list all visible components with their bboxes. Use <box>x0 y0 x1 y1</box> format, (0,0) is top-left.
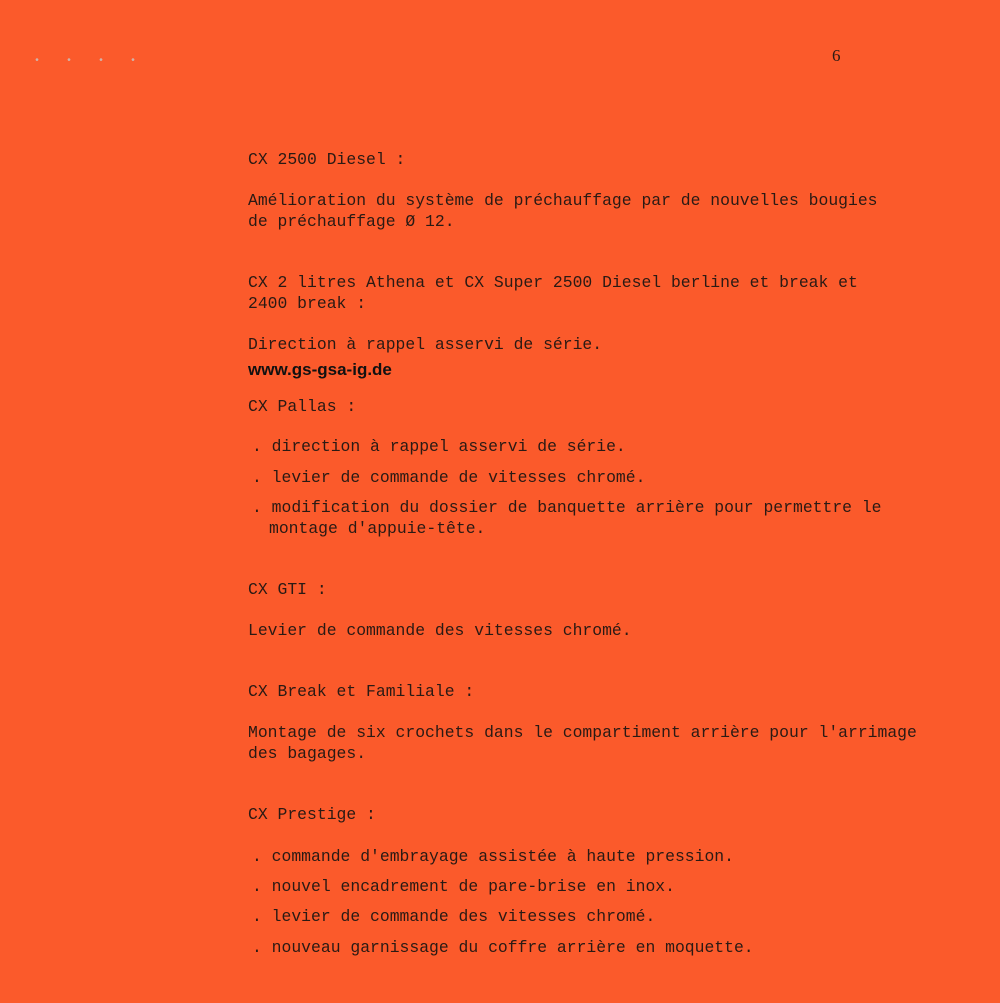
website-watermark: www.gs-gsa-ig.de <box>248 360 392 379</box>
heading-cx-break-familiale: CX Break et Familiale : <box>248 682 475 701</box>
heading-cx-prestige: CX Prestige : <box>248 805 376 824</box>
heading-cx-2500-diesel: CX 2500 Diesel : <box>248 150 406 169</box>
heading-cx-gti: CX GTI : <box>248 580 327 599</box>
bullet-item: . nouveau garnissage du coffre arrière en moquette. <box>252 938 754 957</box>
punch-hole-marks: • • • • <box>34 56 147 67</box>
paragraph-line: Levier de commande des vitesses chromé. <box>248 621 632 640</box>
bullet-item: . nouvel encadrement de pare-brise en inox. <box>252 877 675 896</box>
paragraph-line: de préchauffage Ø 12. <box>248 212 455 231</box>
bullet-item: . levier de commande des vitesses chromé. <box>252 907 656 926</box>
bullet-item-continuation: montage d'appuie-tête. <box>269 519 486 538</box>
paragraph-line: des bagages. <box>248 744 367 763</box>
paragraph-line: Amélioration du système de préchauffage par de nouvelles bougies <box>248 191 878 210</box>
bullet-item: . direction à rappel asservi de série. <box>252 437 626 456</box>
page-number: 6 <box>832 46 841 65</box>
heading-cx-pallas: CX Pallas : <box>248 397 357 416</box>
paragraph-line: Montage de six crochets dans le compartiment arrière pour l'arrimage <box>248 723 917 742</box>
bullet-item: . modification du dossier de banquette arrière pour permettre le <box>252 498 882 517</box>
heading-cx-2-litres-continued: 2400 break : <box>248 294 367 313</box>
heading-cx-2-litres: CX 2 litres Athena et CX Super 2500 Diesel berline et break et <box>248 273 858 292</box>
bullet-item: . commande d'embrayage assistée à haute pression. <box>252 847 734 866</box>
bullet-item: . levier de commande de vitesses chromé. <box>252 468 646 487</box>
paragraph-line: Direction à rappel asservi de série. <box>248 335 603 354</box>
